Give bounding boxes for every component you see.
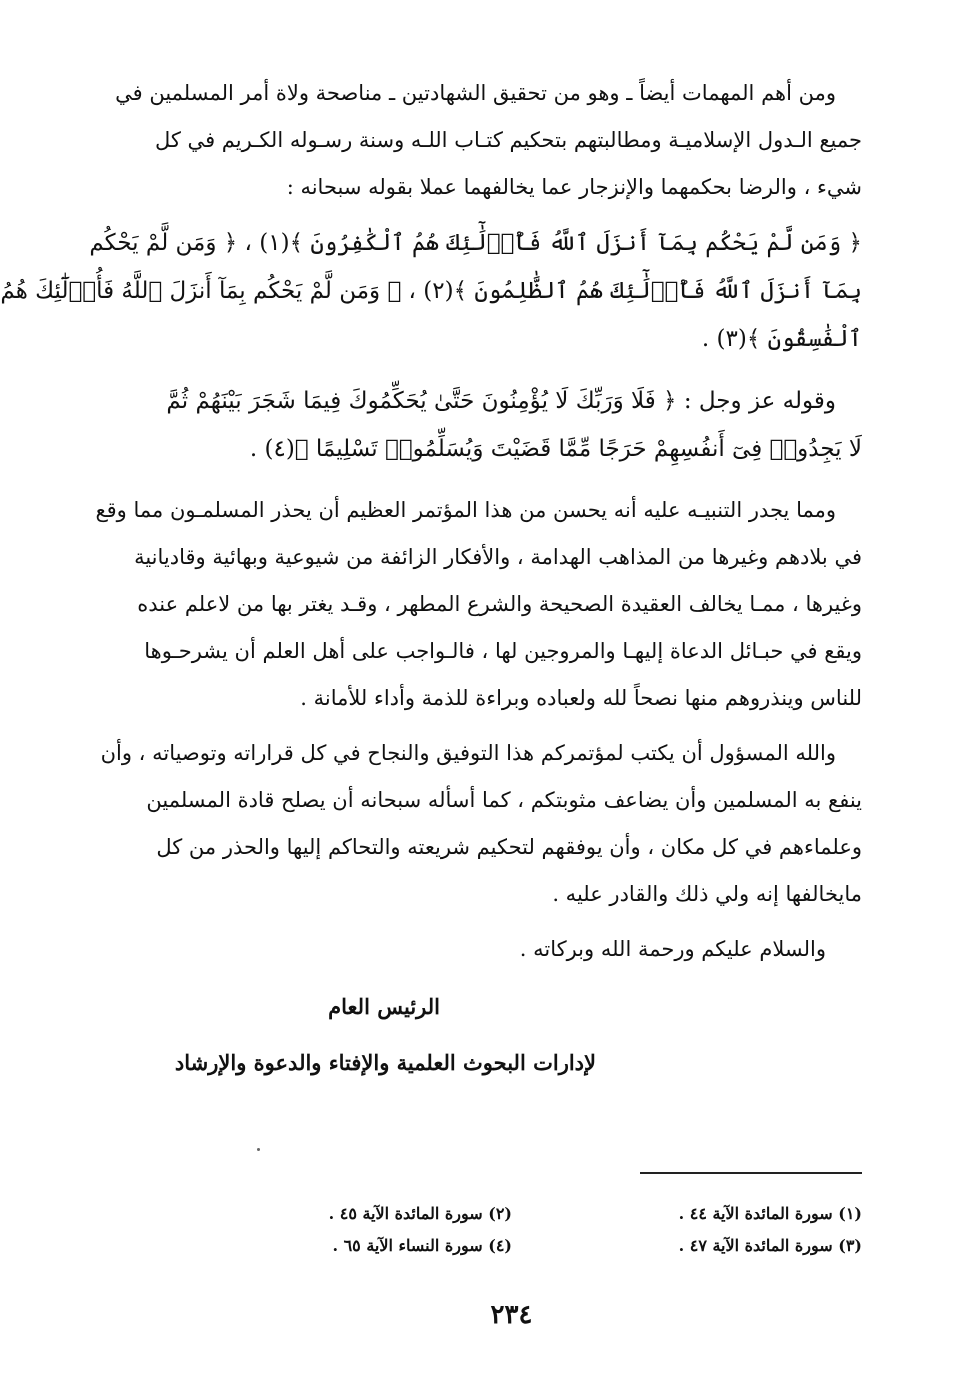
footnote-2: (٢) سورة المائدة الآية ٤٥ . — [328, 1204, 512, 1223]
verse-line: وقوله عز وجل : ﴿ فَلَا وَرَبِّكَ لَا يُؤْمِنُونَ حَتَّىٰ يُحَكِّمُوكَ فِيمَا شَجَرَ بَيْنَهُمْ ثُمَّ — [166, 388, 836, 414]
verse-line: بِمَآ أَنزَلَ ٱللَّهُ فَأُو۟لَٰٓئِكَ هُمُ ٱلظَّٰلِمُونَ ﴾(٢) ، ﴿ وَمَن لَّمْ يَحْكُم بِمَآ أَنزَلَ ٱللَّهُ فَأُو۟لَٰٓئِكَ هُمُ — [0, 278, 862, 304]
page-number: ٢٣٤ — [490, 1300, 533, 1330]
verse-line: لَا يَجِدُوا۟ فِىٓ أَنفُسِهِمْ حَرَجًا مِّمَّا قَضَيْتَ وَيُسَلِّمُوا۟ تَسْلِيمًا ﴾(٤) . — [249, 436, 862, 462]
signature-title: الرئيس العام — [328, 994, 440, 1019]
text-line: والله المسؤول أن يكتب لمؤتمركم هذا التوفيق والنجاح في كل قراراته وتوصياته ، وأن — [100, 741, 836, 765]
text-line: ينفع به المسلمين وأن يضاعف مثوبتكم ، كما أسأله سبحانه أن يصلح قادة المسلمين — [146, 788, 862, 812]
footnote-separator — [640, 1172, 862, 1174]
paragraph-1 — [115, 70, 862, 211]
text-line: ومن أهم المهمات أيضاً ـ وهو من تحقيق الشهادتين ـ مناصحة ولاة أمر المسلمين في — [115, 81, 836, 105]
footnote-4: (٤) سورة النساء الآية ٦٥ . — [332, 1236, 512, 1255]
text-line: جميع الـدول الإسلاميـة ومطالبتهم بتحكيم كتـاب اللـه وسنة رسـوله الكـريم في كل — [154, 128, 862, 152]
text-line: مايخالفها إنه ولي ذلك والقادر عليه . — [552, 882, 862, 906]
text-line: شيء ، والرضا بحكمهما والإنزجار عما يخالفهما عملا بقوله سبحانه : — [286, 175, 862, 199]
text-line: في بلادهم وغيرها من المذاهب الهدامة ، والأفكار الزائفة من شيوعية وبهائية وقاديانية — [134, 545, 862, 569]
text-line: وغيرها ، ممـا يخالف العقيدة الصحيحة والشرع المطهر ، وقـد يغتر بها من لاعلم عنده — [137, 592, 862, 616]
text-line: للناس وينذروهم منها نصحاً لله ولعباده وبراءة للذمة وأداء للأمانة . — [300, 686, 862, 710]
stray-dot — [257, 1148, 260, 1151]
text-line: ومما يجدر التنبيـه عليه أنه يحسن من هذا المؤتمر العظيم أن يحذر المسلمـون مما وقع — [95, 498, 836, 522]
verse-line: ٱلْفَٰسِقُونَ ﴾(٣) . — [701, 326, 862, 352]
footnote-1: (١) سورة المائدة الآية ٤٤ . — [678, 1204, 862, 1223]
closing-greeting: والسلام عليكم ورحمة الله وبركاته . — [519, 937, 826, 961]
text-line: وعلماءهم في كل مكان ، وأن يوفقهم لتحكيم شريعته والتحاكم إليها والحذر من كل — [156, 835, 862, 859]
text-line: ويقع في حبـائل الدعاة إليهـا والمروجين لها ، فالـواجب على أهل العلم أن يشرحـوها — [144, 639, 862, 663]
paragraph-3 — [100, 730, 862, 918]
quran-verses-2 — [157, 377, 862, 473]
paragraph-2 — [95, 487, 862, 722]
verse-line: ﴿ وَمَن لَّمْ يَحْكُم بِمَآ أَنزَلَ ٱللَّهُ فَأُو۟لَٰٓئِكَ هُمُ ٱلْكَٰفِرُونَ ﴾(١) ، ﴿ وَمَن لَّمْ يَحْكُم — [89, 230, 862, 256]
page-body — [0, 70, 862, 973]
footnote-3: (٣) سورة المائدة الآية ٤٧ . — [678, 1236, 862, 1255]
signature-organization: لإدارات البحوث العلمية والإفتاء والدعوة والإرشاد — [174, 1050, 596, 1075]
quran-verses-1 — [0, 219, 862, 363]
